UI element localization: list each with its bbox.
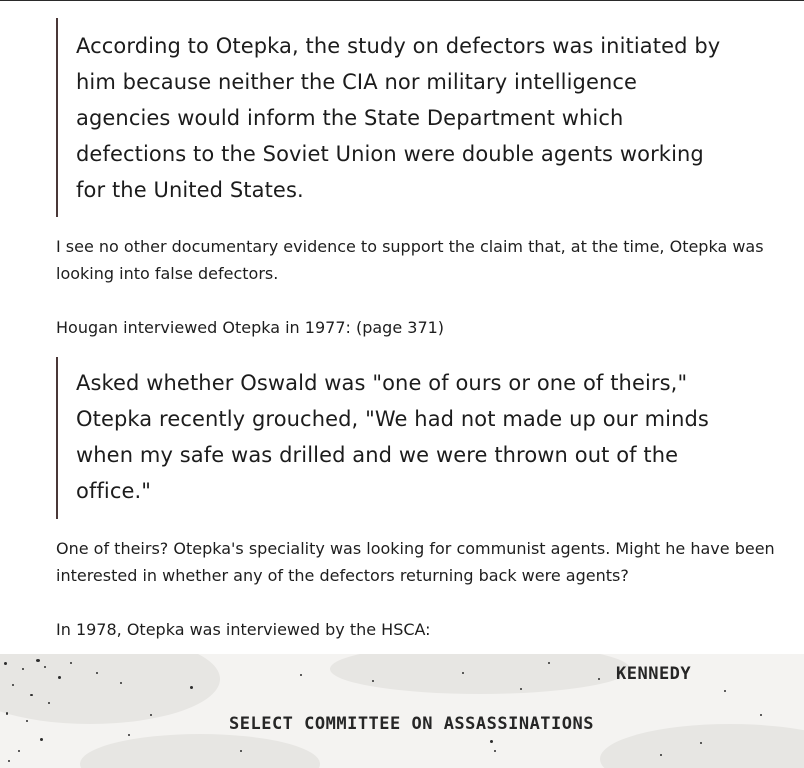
paragraph-no-evidence: I see no other documentary evidence to support the claim that, at the time, Otepka was looking into false defectors. [56, 237, 764, 283]
paragraph-one-of-theirs: One of theirs? Otepka's speciality was looking for communist agents. Might he have been interested in whether any of the defectors returning back were agents? [56, 539, 775, 585]
scanned-document-image [0, 654, 804, 768]
blockquote-text: According to Otepka, the study on defectors was initiated by him because neither the CIA nor military intelligence agencies would inform the State Department which defections to the Soviet Union were double agents working for the United States. [76, 34, 721, 202]
blockquote-oswald-question [56, 357, 736, 519]
paragraph-hsca-intro: In 1978, Otepka was interviewed by the HSCA: [56, 620, 431, 639]
blockquote-otepka-study [56, 18, 736, 217]
paragraph-hougan-interview: Hougan interviewed Otepka in 1977: (page 371) [56, 318, 445, 337]
scan-heading-select-committee: SELECT COMMITTEE ON ASSASSINATIONS [229, 714, 594, 734]
top-divider [0, 0, 804, 1]
scan-label-kennedy: KENNEDY [616, 664, 692, 684]
blockquote-text: Asked whether Oswald was "one of ours or one of theirs," Otepka recently grouched, "We had not made up our minds when my safe was drilled and we were thrown out of the office." [76, 371, 709, 503]
